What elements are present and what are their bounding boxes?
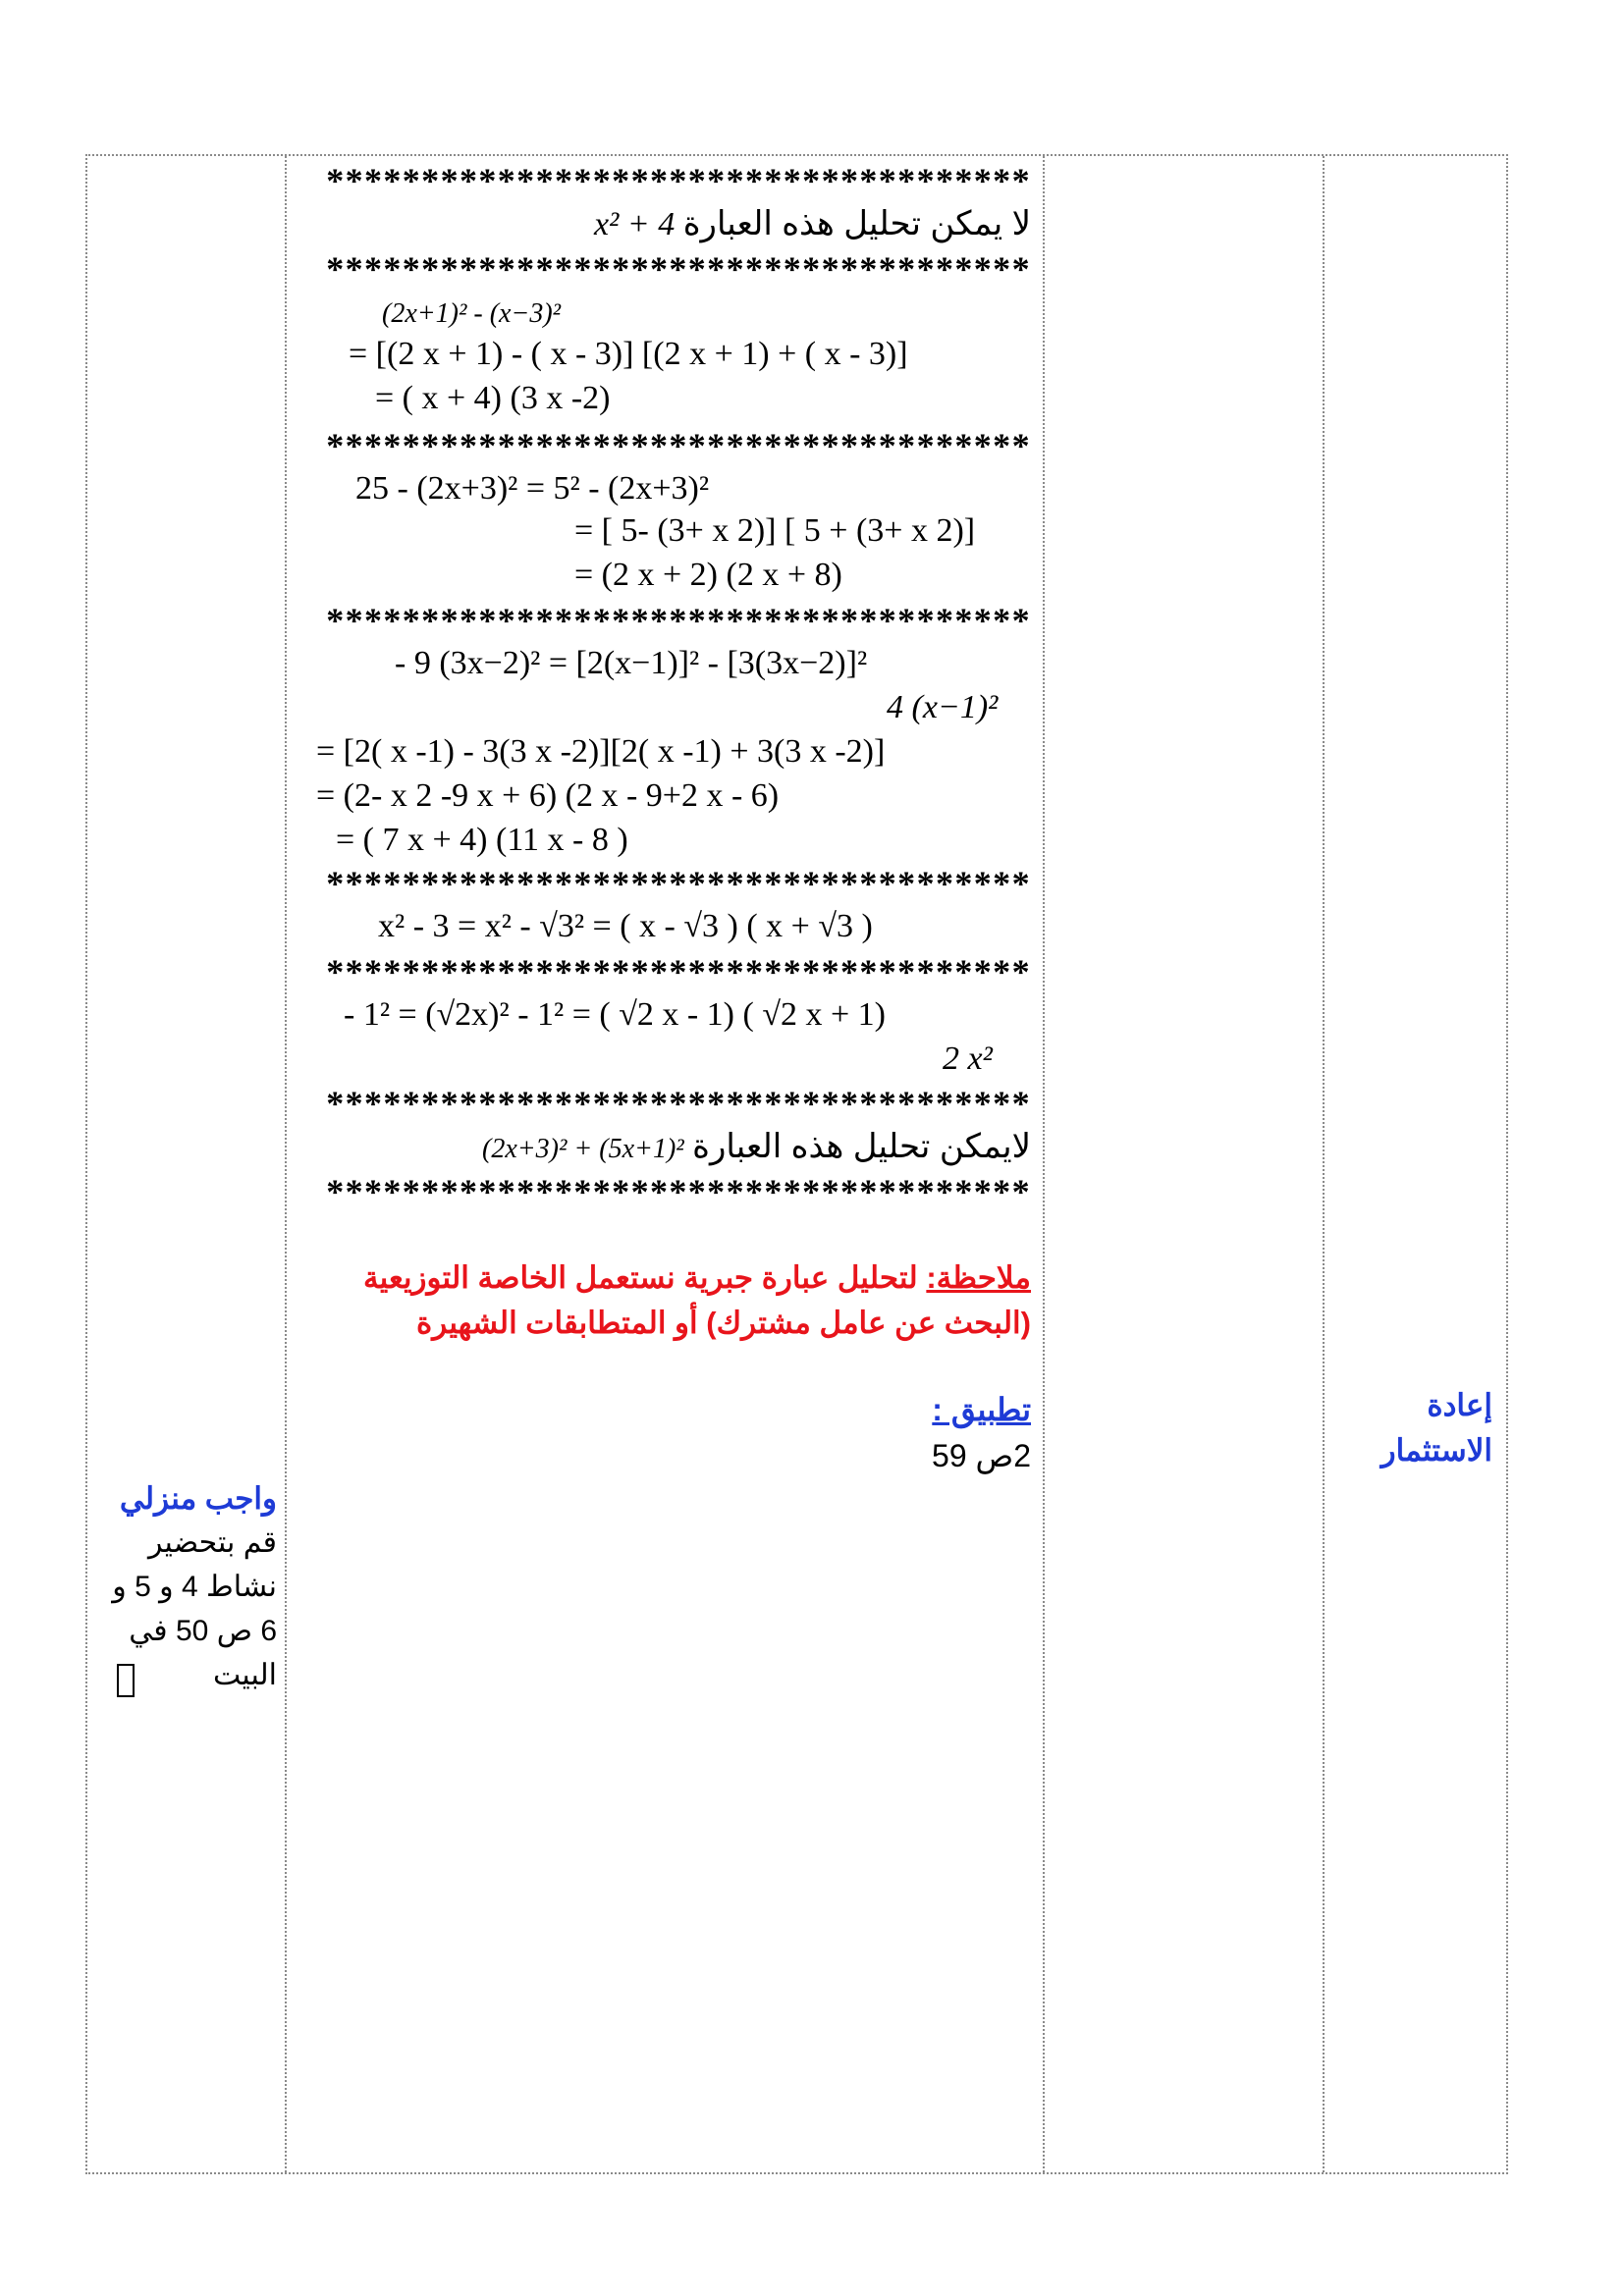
separator: ************************************* bbox=[326, 249, 1031, 289]
math-line: = [2( x -1) - 3(3 x -2)][2( x -1) + 3(3 x -2)] bbox=[316, 733, 886, 770]
math-line: 4 (x−1)² bbox=[887, 689, 999, 725]
phase-cell bbox=[1325, 156, 1506, 2172]
math-line: x² - 3 = x² - √3² = ( x - √3 ) ( x + √3 ) bbox=[378, 908, 873, 944]
math-expression: x² + 4 bbox=[593, 206, 676, 242]
homework-heading: واجب منزلي bbox=[119, 1481, 277, 1516]
phase-label bbox=[1381, 1383, 1492, 1473]
note-text: لتحليل عبارة جبرية نستعمل الخاصة التوزيعية bbox=[362, 1260, 918, 1295]
homework-line: 6 ص 50 في bbox=[129, 1615, 277, 1647]
evaluation-cell bbox=[1045, 156, 1325, 2172]
separator: ************************************* bbox=[326, 864, 1031, 903]
note-text: (البحث عن عامل مشترك) أو المتطابقات الشهيرة bbox=[415, 1306, 1031, 1340]
lesson-table bbox=[85, 154, 1508, 2174]
separator: ************************************* bbox=[326, 426, 1031, 465]
homework-cell bbox=[87, 156, 287, 2172]
math-line: = [(2 x + 1) - ( x - 3)] [(2 x + 1) + ( x - 3)] bbox=[349, 336, 908, 372]
math-line: = [ 5- (3+ x 2)] [ 5 + (3+ x 2)] bbox=[574, 512, 976, 549]
expression-row bbox=[482, 1130, 1031, 1164]
math-line: (2x+1)² - (x−3)² bbox=[382, 298, 562, 329]
math-line: = (2- x 2 -9 x + 6) (2 x - 9+2 x - 6) bbox=[316, 777, 780, 814]
separator: ************************************* bbox=[326, 1172, 1031, 1211]
math-line: = (2 x + 2) (2 x + 8) bbox=[574, 557, 842, 593]
application-heading: تطبيق : bbox=[932, 1392, 1031, 1427]
math-line: = ( x + 4) (3 x -2) bbox=[375, 380, 611, 416]
phase-line: إعادة bbox=[1427, 1388, 1492, 1422]
note-line bbox=[363, 1255, 1031, 1301]
math-line: 25 - (2x+3)² = 5² - (2x+3)² bbox=[355, 470, 710, 507]
homework-line: قم بتحضير bbox=[147, 1526, 277, 1559]
separator: ************************************* bbox=[326, 1084, 1031, 1123]
math-line: - 1² = (√2x)² - 1² = ( √2 x - 1) ( √2 x + 1) bbox=[344, 996, 886, 1033]
expression-note: لايمكن تحليل هذه العبارة bbox=[692, 1128, 1031, 1165]
math-line: - 9 (3x−2)² = [2(x−1)]² - [3(3x−2)]² bbox=[395, 645, 868, 681]
expression-note: لا يمكن تحليل هذه العبارة bbox=[682, 205, 1031, 242]
math-expression: (2x+3)² + (5x+1)² bbox=[482, 1134, 684, 1164]
note-heading: ملاحظة: bbox=[926, 1260, 1031, 1295]
separator: ************************************* bbox=[326, 161, 1031, 200]
content-cell bbox=[287, 156, 1045, 2172]
separator: ************************************* bbox=[326, 601, 1031, 640]
phase-line: الاستثمار bbox=[1380, 1433, 1492, 1468]
separator: ************************************* bbox=[326, 952, 1031, 991]
homework-line: نشاط 4 و 5 و bbox=[112, 1571, 277, 1603]
homework-line: البيت bbox=[212, 1659, 277, 1691]
application-text: 2ص 59 bbox=[932, 1438, 1031, 1473]
math-line: 2 x² bbox=[943, 1041, 993, 1077]
homework-text bbox=[90, 1521, 277, 1697]
math-line: = ( 7 x + 4) (11 x - 8 ) bbox=[336, 822, 628, 858]
expression-row bbox=[594, 207, 1031, 241]
note-block bbox=[363, 1255, 1031, 1346]
